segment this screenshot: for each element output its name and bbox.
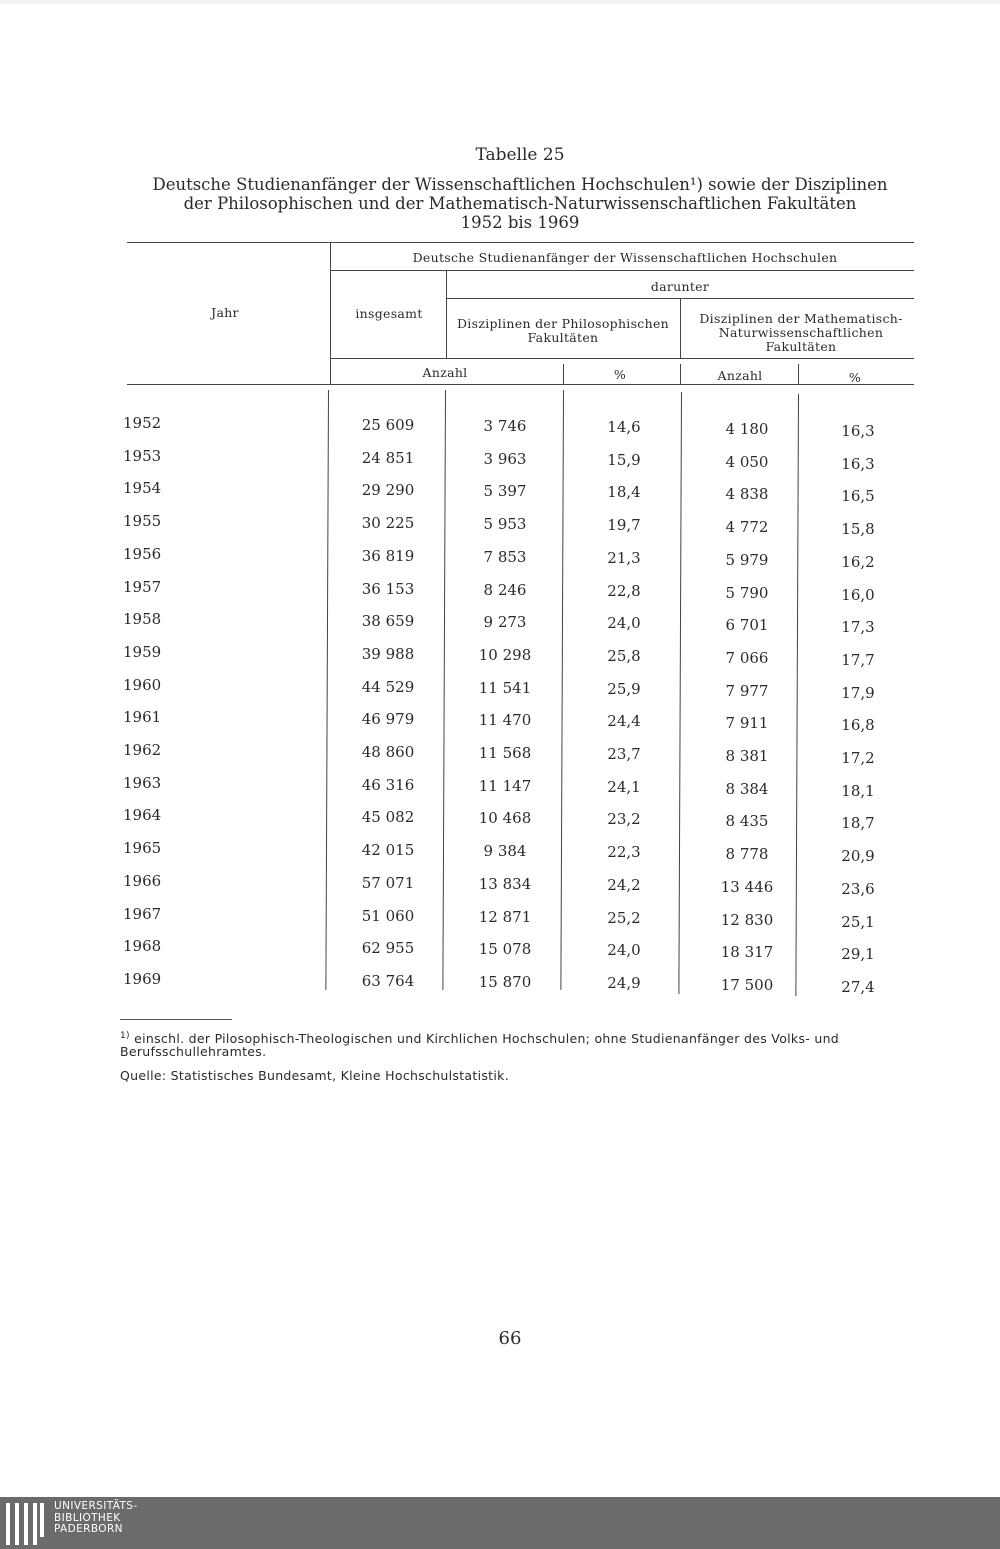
cell-philo-pct: 25,8: [607, 646, 641, 665]
cell-philo-pct: 14,6: [607, 418, 641, 436]
cell-insgesamt: 63 764: [361, 971, 415, 990]
cell-philo-pct: 23,2: [607, 810, 641, 829]
cell-philo-pct: 21,3: [607, 548, 641, 567]
page-edge: [0, 0, 1000, 4]
cell-mathe-anzahl: 8 435: [725, 812, 769, 831]
header-percent-2: %: [848, 370, 862, 385]
discipline-rule: [331, 358, 914, 359]
footnote: [120, 1030, 920, 1058]
cell-philo-anzahl: 15 078: [478, 940, 532, 959]
cell-jahr: 1956: [123, 544, 162, 563]
cell-mathe-pct: 16,2: [841, 552, 875, 571]
header-group: Deutsche Studienanfänger der Wissenschaftlichen Hochschulen: [412, 250, 838, 265]
cell-mathe-pct: 27,4: [841, 977, 875, 996]
library-logo-line-1: UNIVERSITÄTS-: [54, 1500, 138, 1512]
cell-jahr: 1962: [123, 741, 162, 759]
cell-philo-anzahl: 11 147: [478, 776, 532, 795]
cell-mathe-anzahl: 7 911: [725, 714, 769, 733]
cell-insgesamt: 36 819: [361, 546, 415, 565]
cell-philo-pct: 22,8: [607, 581, 641, 600]
cell-mathe-pct: 15,8: [841, 520, 875, 539]
footnote-separator: [120, 1019, 232, 1020]
cell-philo-anzahl: 9 384: [483, 842, 527, 861]
cell-mathe-anzahl: 4 838: [725, 485, 769, 504]
library-logo-band: [0, 1497, 1000, 1549]
library-logo-text: [54, 1501, 138, 1536]
cell-insgesamt: 44 529: [361, 677, 415, 696]
cell-mathe-anzahl: 7 066: [725, 648, 769, 667]
cell-philo-pct: 24,0: [607, 614, 641, 633]
cell-mathe-pct: 18,1: [841, 781, 875, 800]
cell-insgesamt: 57 071: [361, 873, 415, 892]
cell-mathe-pct: 17,2: [841, 749, 875, 767]
cell-mathe-anzahl: 5 979: [725, 550, 769, 569]
cell-jahr: 1960: [123, 675, 162, 694]
cell-philo-pct: 18,4: [607, 483, 641, 502]
header-philo-line-2: Fakultäten: [527, 330, 599, 345]
page-number: 66: [498, 1328, 522, 1349]
footnote-marker: 1): [120, 1031, 130, 1041]
cell-jahr: 1963: [123, 773, 162, 792]
cell-philo-pct: 24,1: [607, 777, 641, 796]
cell-mathe-pct: 20,9: [841, 847, 875, 866]
header-mathe: [684, 312, 918, 354]
header-insgesamt: insgesamt: [355, 306, 423, 321]
cell-philo-anzahl: 7 853: [483, 547, 527, 566]
cell-mathe-pct: 29,1: [841, 945, 875, 964]
cell-mathe-pct: 18,7: [841, 814, 875, 833]
cell-mathe-pct: 16,8: [841, 716, 875, 735]
cell-jahr: 1966: [123, 871, 162, 890]
header-mathe-line-3: Fakultäten: [765, 339, 837, 354]
cell-insgesamt: 45 082: [361, 808, 415, 827]
cell-mathe-pct: 16,5: [841, 487, 875, 506]
cell-mathe-pct: 17,9: [841, 683, 875, 702]
cell-insgesamt: 36 153: [361, 579, 415, 598]
subtitle-line-3: 1952 bis 1969: [460, 213, 580, 232]
cell-jahr: 1969: [123, 969, 162, 988]
cell-philo-anzahl: 5 953: [483, 515, 527, 534]
header-mathe-line-1: Disziplinen der Mathematisch-: [699, 311, 903, 326]
header-vline-pct2: [798, 364, 799, 384]
cell-mathe-pct: 23,6: [841, 879, 875, 898]
cell-philo-anzahl: 3 746: [483, 417, 527, 435]
cell-mathe-anzahl: 4 180: [725, 420, 769, 438]
header-vline-jahr: [330, 243, 331, 384]
cell-philo-anzahl: 10 468: [478, 809, 532, 828]
cell-jahr: 1952: [123, 414, 162, 432]
cell-mathe-anzahl: 8 381: [725, 747, 769, 765]
body-vline-1: [325, 390, 329, 990]
cell-philo-pct: 23,7: [607, 745, 641, 763]
header-mathe-line-2: Naturwissenschaftlichen: [718, 325, 884, 340]
cell-mathe-anzahl: 4 772: [725, 518, 769, 537]
cell-philo-anzahl: 13 834: [478, 874, 532, 893]
header-bottom-rule: [127, 384, 914, 385]
header-philo-line-1: Disziplinen der Philosophischen: [456, 316, 670, 331]
cell-philo-anzahl: 3 963: [483, 449, 527, 468]
cell-mathe-pct: 17,7: [841, 650, 875, 669]
cell-philo-anzahl: 11 568: [478, 744, 532, 762]
library-logo-line-2: BIBLIOTHEK: [54, 1511, 121, 1524]
cell-insgesamt: 42 015: [361, 841, 415, 860]
cell-mathe-pct: 17,3: [841, 618, 875, 637]
cell-mathe-anzahl: 4 050: [725, 452, 769, 471]
cell-insgesamt: 30 225: [361, 514, 415, 533]
body-vline-3: [560, 390, 564, 990]
cell-jahr: 1955: [123, 512, 162, 531]
cell-insgesamt: 62 955: [361, 939, 415, 958]
header-philo: [450, 317, 676, 345]
cell-mathe-pct: 25,1: [841, 912, 875, 931]
cell-mathe-pct: 16,3: [841, 454, 875, 473]
cell-insgesamt: 39 988: [361, 644, 415, 663]
cell-mathe-pct: 16,3: [841, 422, 875, 440]
body-vline-2: [442, 390, 446, 990]
cell-philo-pct: 24,0: [607, 941, 641, 960]
cell-philo-anzahl: 9 273: [483, 613, 527, 632]
cell-mathe-anzahl: 17 500: [720, 975, 774, 994]
cell-philo-pct: 25,2: [607, 908, 641, 927]
header-vline-philo: [680, 299, 681, 358]
header-darunter: darunter: [650, 279, 710, 294]
cell-jahr: 1953: [123, 446, 162, 465]
cell-mathe-pct: 16,0: [841, 585, 875, 604]
source-note: Quelle: Statistisches Bundesamt, Kleine Hochschulstatistik.: [120, 1068, 509, 1083]
cell-insgesamt: 24 851: [361, 448, 415, 467]
cell-philo-pct: 22,3: [607, 843, 641, 862]
cell-insgesamt: 38 659: [361, 612, 415, 631]
cell-philo-pct: 24,4: [607, 712, 641, 731]
cell-jahr: 1957: [123, 577, 162, 596]
cell-mathe-anzahl: 5 790: [725, 583, 769, 602]
cell-philo-anzahl: 10 298: [478, 645, 532, 664]
header-anzahl-2: Anzahl: [717, 368, 763, 383]
cell-philo-anzahl: 15 870: [478, 972, 532, 991]
library-logo-icon: [6, 1503, 46, 1545]
cell-mathe-anzahl: 12 830: [720, 910, 774, 929]
cell-philo-anzahl: 12 871: [478, 907, 532, 926]
cell-jahr: 1964: [123, 806, 162, 825]
table-title: Tabelle 25: [475, 145, 565, 165]
cell-philo-pct: 25,9: [607, 679, 641, 698]
cell-philo-anzahl: 11 470: [478, 711, 532, 730]
cell-jahr: 1959: [123, 642, 162, 661]
cell-mathe-anzahl: 8 384: [725, 779, 769, 798]
cell-jahr: 1958: [123, 610, 162, 629]
header-vline-insgesamt: [446, 271, 447, 358]
cell-jahr: 1965: [123, 839, 162, 858]
cell-insgesamt: 46 979: [361, 710, 415, 729]
table-top-rule: [127, 242, 914, 243]
cell-insgesamt: 29 290: [361, 481, 415, 500]
cell-mathe-anzahl: 8 778: [725, 845, 769, 864]
header-vline-pct1: [563, 364, 564, 384]
cell-philo-anzahl: 8 246: [483, 580, 527, 599]
cell-mathe-anzahl: 6 701: [725, 616, 769, 635]
cell-insgesamt: 25 609: [361, 416, 415, 434]
header-percent-1: %: [613, 367, 627, 382]
cell-jahr: 1961: [123, 708, 162, 727]
cell-mathe-anzahl: 7 977: [725, 681, 769, 700]
cell-mathe-anzahl: 18 317: [720, 943, 774, 962]
cell-philo-anzahl: 5 397: [483, 482, 527, 501]
cell-jahr: 1968: [123, 937, 162, 956]
cell-jahr: 1967: [123, 904, 162, 923]
group-header-rule: [331, 270, 914, 271]
cell-philo-pct: 24,9: [607, 973, 641, 992]
footnote-text: einschl. der Pilosophisch-Theologischen und Kirchlichen Hochschulen; ohne Studienanfänger des Volks- und Berufsschullehramtes.: [120, 1031, 840, 1060]
table-subtitle: [130, 175, 910, 232]
library-logo-line-3: PADERBORN: [54, 1523, 123, 1535]
cell-philo-pct: 15,9: [607, 450, 641, 469]
cell-insgesamt: 48 860: [361, 743, 415, 761]
header-anzahl-1: Anzahl: [422, 365, 468, 380]
header-vline-anzahl2: [680, 364, 681, 384]
subtitle-line-1: Deutsche Studienanfänger der Wissenschaftlichen Hochschulen¹) sowie der Disziplinen: [152, 175, 888, 194]
cell-jahr: 1954: [123, 479, 162, 498]
header-jahr: Jahr: [211, 305, 239, 320]
cell-insgesamt: 46 316: [361, 775, 415, 794]
cell-philo-anzahl: 11 541: [478, 678, 532, 697]
cell-insgesamt: 51 060: [361, 906, 415, 925]
cell-philo-pct: 24,2: [607, 875, 641, 894]
cell-philo-pct: 19,7: [607, 516, 641, 535]
cell-mathe-anzahl: 13 446: [720, 877, 774, 896]
subtitle-line-2: der Philosophischen und der Mathematisch-Naturwissenschaftlichen Fakultäten: [183, 194, 857, 213]
body-vline-4: [678, 392, 682, 994]
